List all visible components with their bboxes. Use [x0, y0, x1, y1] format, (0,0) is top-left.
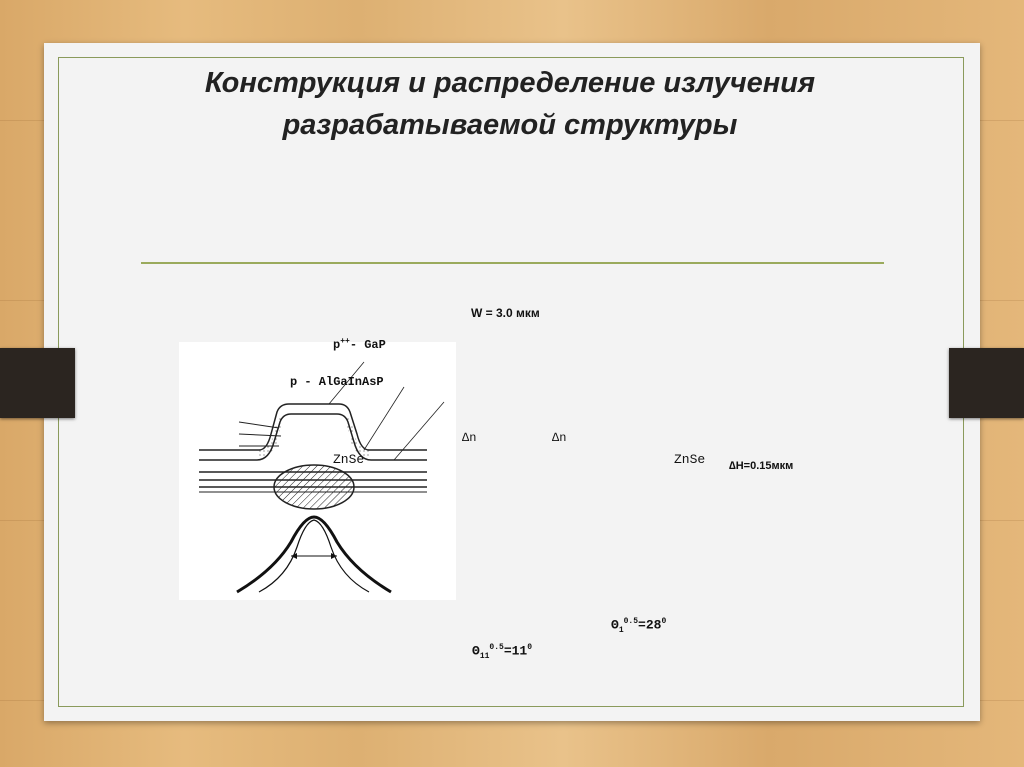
slide-title: Конструкция и распределение излучения разрабатываемой структуры: [204, 67, 816, 141]
znse-right-label: ZnSe: [674, 452, 706, 467]
delta-n-label-2: ∆n: [552, 431, 567, 445]
znse-left-label: ZnSe: [333, 452, 365, 467]
emission-region: [274, 465, 354, 509]
left-binder-clip: [0, 348, 75, 418]
gap-layer-label: p++- GaP: [333, 337, 386, 352]
mesa-outer-line: [199, 404, 427, 450]
delta-n-label-1: ∆n: [462, 431, 477, 445]
far-field-profile-1: [237, 517, 391, 592]
mesa-inner-line: [199, 414, 427, 460]
delta-h-label: ∆H=0.15мкм: [729, 460, 794, 472]
right-binder-clip: [949, 348, 1024, 418]
theta1-label: $\Theta_1^{0.5}=28^0$: [611, 617, 667, 635]
theta11-label: $\Theta_{11}^{0.5}=11^0$: [472, 643, 533, 661]
algainasp-layer-label: p - AlGaInAsP: [290, 375, 384, 389]
title-divider: [141, 262, 884, 264]
width-label: W = 3.0 мкм: [471, 306, 540, 320]
